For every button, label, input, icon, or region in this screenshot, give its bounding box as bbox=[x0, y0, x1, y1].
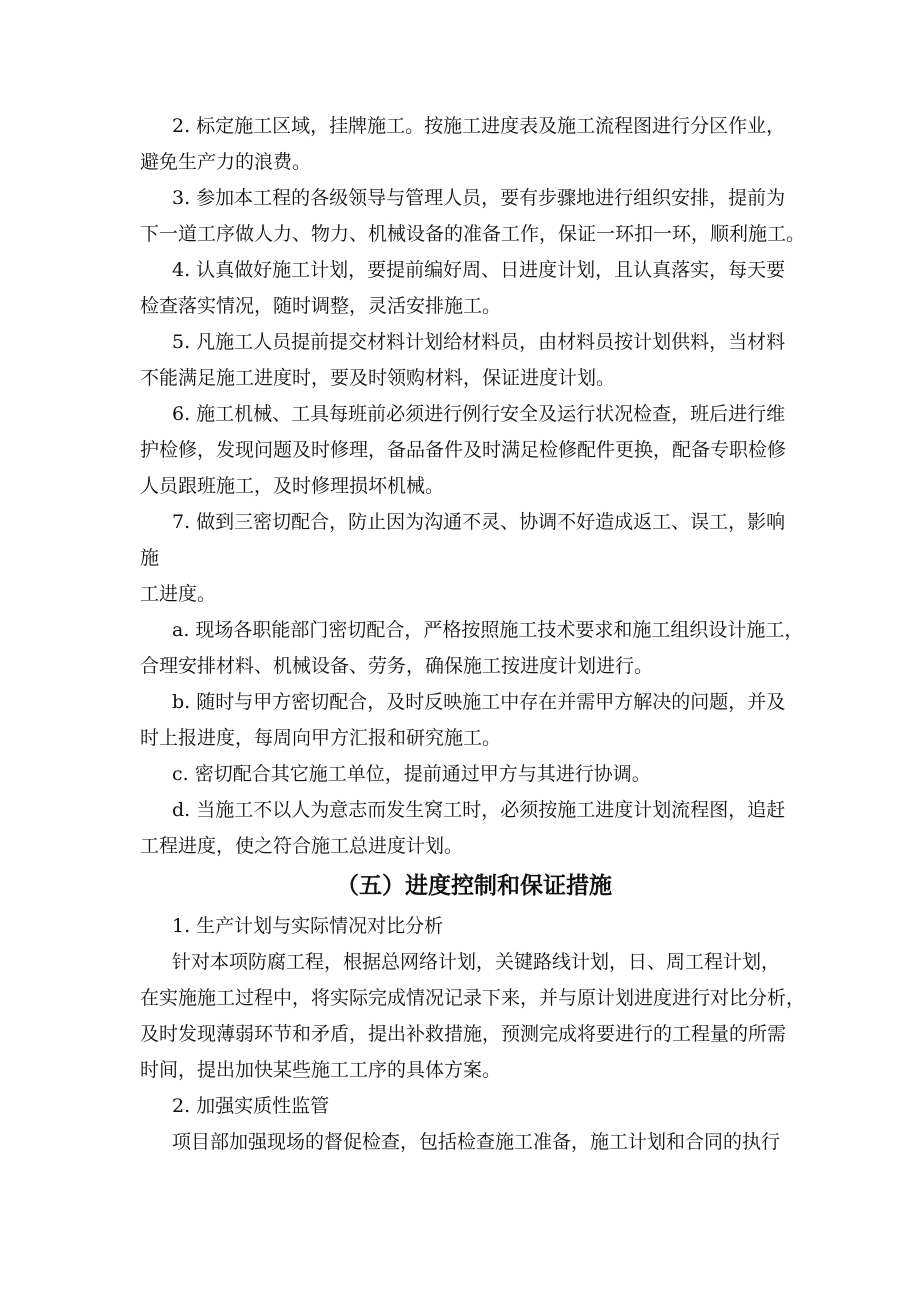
paragraph bbox=[140, 756, 788, 792]
paragraph-line: 针对本项防腐工程，根据总网络计划，关键路线计划，日、周工程计划， bbox=[172, 951, 781, 973]
paragraph-line: 4. 认真做好施工计划，要提前编好周、日进度计划，且认真落实，每天要 bbox=[172, 259, 786, 281]
paragraph-line: 在实施施工过程中，将实际完成情况记录下来，并与原计划进度进行对比分析， bbox=[140, 987, 806, 1009]
paragraph-line: 工程进度，使之符合施工总进度计划。 bbox=[140, 835, 464, 857]
section-heading: （五）进度控制和保证措施 bbox=[336, 872, 612, 899]
paragraph bbox=[140, 612, 804, 684]
paragraph-line: 2. 加强实质性监管 bbox=[172, 1095, 330, 1117]
paragraph bbox=[140, 108, 788, 180]
paragraph bbox=[140, 504, 788, 612]
paragraph-line: 合理安排材料、机械设备、劳务，确保施工按进度计划进行。 bbox=[140, 655, 654, 677]
document-body bbox=[140, 108, 806, 1160]
paragraph bbox=[140, 944, 806, 1088]
paragraph-line: 不能满足施工进度时，要及时领购材料，保证进度计划。 bbox=[140, 367, 616, 389]
paragraph-line: b. 随时与甲方密切配合，及时反映施工中存在并需甲方解决的问题，并及 bbox=[172, 691, 786, 713]
paragraph-line: c. 密切配合其它施工单位，提前通过甲方与其进行协调。 bbox=[172, 763, 651, 785]
paragraphs-before-heading bbox=[140, 108, 806, 864]
paragraph-line: 1. 生产计划与实际情况对比分析 bbox=[172, 915, 444, 937]
paragraph bbox=[140, 396, 788, 504]
paragraph-line: 5. 凡施工人员提前提交材料计划给材料员，由材料员按计划供料，当材料 bbox=[172, 331, 786, 353]
paragraph bbox=[140, 324, 788, 396]
paragraph-line: 避免生产力的浪费。 bbox=[140, 151, 312, 173]
paragraph-line: a. 现场各职能部门密切配合，严格按照施工技术要求和施工组织设计施工， bbox=[172, 619, 804, 641]
paragraph-line: 工进度。 bbox=[140, 583, 217, 605]
paragraph-line: 及时发现薄弱环节和矛盾，提出补救措施，预测完成将要进行的工程量的所需 bbox=[140, 1023, 787, 1045]
paragraph-line: 施 bbox=[140, 547, 160, 569]
paragraph-line: 2. 标定施工区域，挂牌施工。按施工进度表及施工流程图进行分区作业， bbox=[172, 115, 786, 137]
paragraph bbox=[140, 908, 788, 944]
paragraph-line: 检查落实情况，随时调整，灵活安排施工。 bbox=[140, 295, 502, 317]
paragraph-line: 项目部加强现场的督促检查，包括检查施工准备，施工计划和合同的执行 bbox=[172, 1131, 781, 1153]
paragraph bbox=[140, 252, 788, 324]
paragraph bbox=[140, 792, 788, 864]
paragraph-line: 7. 做到三密切配合，防止因为沟通不灵、协调不好造成返工、误工，影响 bbox=[172, 511, 786, 533]
paragraph-line: 6. 施工机械、工具每班前必须进行例行安全及运行状况检查，班后进行维 bbox=[172, 403, 786, 425]
paragraph bbox=[140, 180, 806, 252]
paragraph-line: 下一道工序做人力、物力、机械设备的准备工作，保证一环扣一环，顺利施工。 bbox=[140, 223, 806, 245]
paragraph-line: 人员跟班施工，及时修理损坏机械。 bbox=[140, 475, 445, 497]
paragraph-line: d. 当施工不以人为意志而发生窝工时，必须按施工进度计划流程图，追赶 bbox=[172, 799, 786, 821]
paragraph bbox=[140, 684, 788, 756]
paragraph-line: 时间，提出加快某些施工工序的具体方案。 bbox=[140, 1059, 502, 1081]
paragraph-line: 护检修，发现问题及时修理，备品备件及时满足检修配件更换，配备专职检修 bbox=[140, 439, 787, 461]
paragraph-line: 时上报进度，每周向甲方汇报和研究施工。 bbox=[140, 727, 502, 749]
paragraphs-after-heading bbox=[140, 908, 806, 1160]
paragraph-line: 3. 参加本工程的各级领导与管理人员，要有步骤地进行组织安排，提前为 bbox=[172, 187, 786, 209]
paragraph bbox=[140, 1088, 788, 1124]
paragraph bbox=[140, 1124, 788, 1160]
